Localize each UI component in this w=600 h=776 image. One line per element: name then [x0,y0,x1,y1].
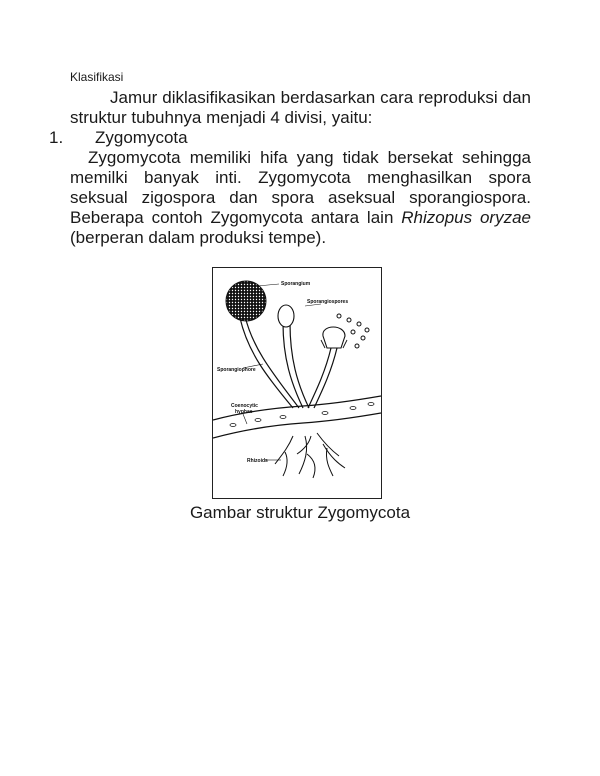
sporangium-shape [226,281,266,321]
figure-caption: Gambar struktur Zygomycota [189,503,411,522]
list-item-title: Zygomycota [95,128,188,147]
description-tail: (berperan dalam produksi tempe). [70,228,327,247]
species-name: Rhizopus oryzae [401,208,531,227]
zygomycota-figure [212,267,382,499]
zygomycota-diagram [213,268,381,498]
label-sporangiospores: Sporangiospores [307,299,349,305]
rhizoids [275,433,345,478]
columella [321,327,347,348]
section-heading: Klasifikasi [70,70,124,84]
young-sporangium [278,305,294,327]
label-coenocytic: Coenocytic [231,403,258,409]
zygomycota-description [70,148,531,248]
list-item-number: 1. [49,128,64,147]
list-item-zygomycota [49,128,188,148]
label-rhizoids: Rhizoids [247,458,268,464]
description-text: Zygomycota memiliki hifa yang tidak bersekat sehingga memilki banyak inti. Zygomycota menghasilkan spora seksual zigospora dan spora aseksual sporangiospora. Beberapa contoh Zygomycota antara lain [70,148,531,227]
label-hyphae: hyphae [235,409,253,415]
intro-paragraph: Jamur diklasifikasikan berdasarkan cara reproduksi dan struktur tubuhnya menjadi 4 divisi, yaitu: [70,88,531,127]
sporangiophores [240,316,337,408]
label-sporangiophore: Sporangiophore [217,367,256,373]
label-sporangium: Sporangium [281,281,311,287]
